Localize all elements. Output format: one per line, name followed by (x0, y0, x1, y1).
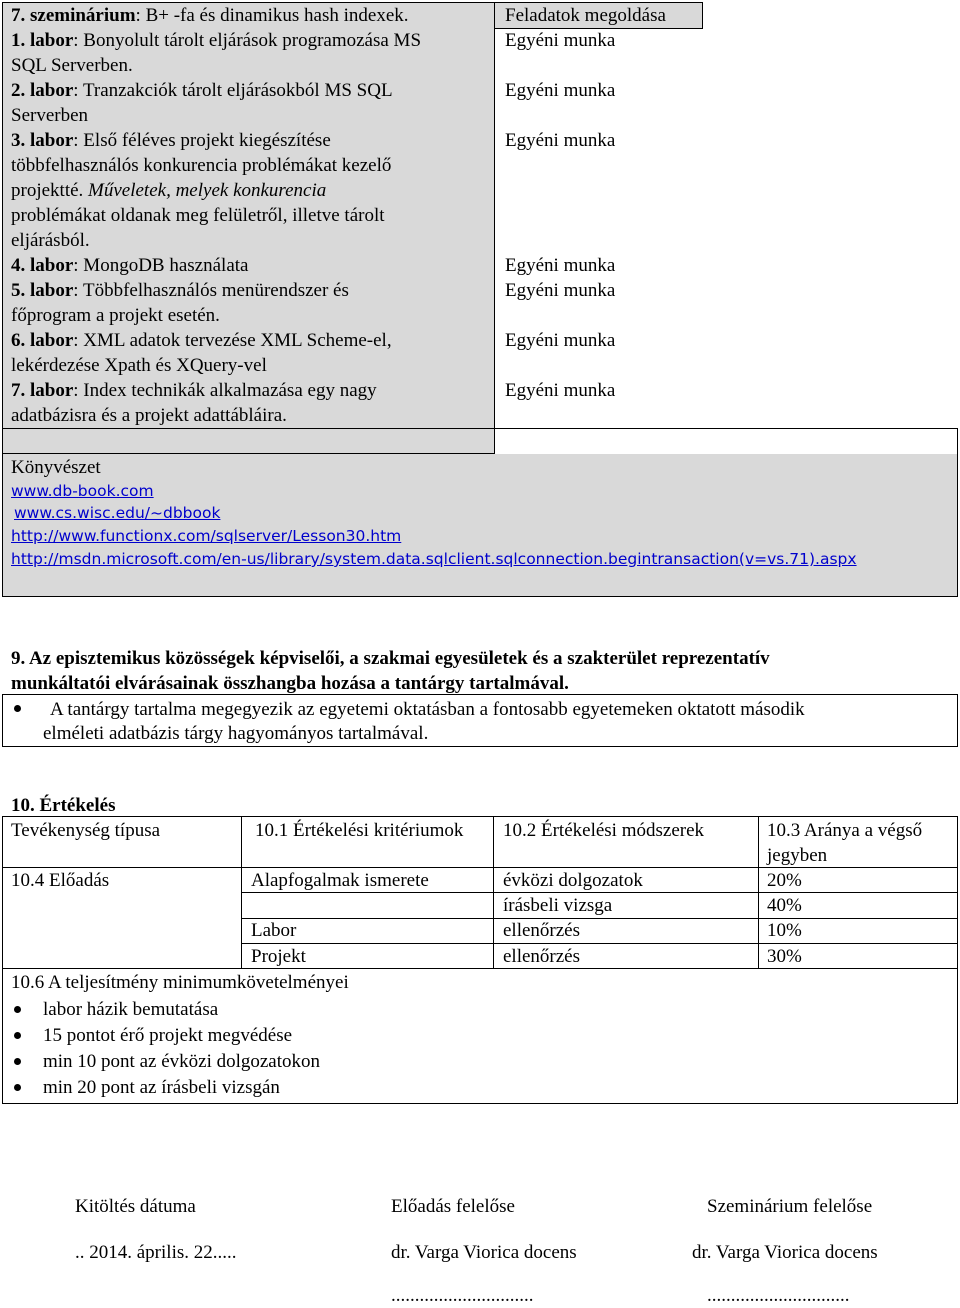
header-share-line1: 10.3 Aránya a végső (767, 820, 923, 841)
header-share-line2: jegyben (767, 845, 828, 866)
section9-bullet-line2: elméleti adatbázis tárgy hagyományos tartalmával. (43, 723, 429, 744)
row4-method: ellenőrzés (503, 946, 581, 967)
min-req-item: 15 pontot érő projekt megvédése (43, 1025, 293, 1046)
header-activity: Tevékenység típusa (11, 820, 161, 841)
lab6-line2: lekérdezése Xpath és XQuery-vel (11, 355, 267, 376)
bibliography-link-4[interactable]: http://msdn.microsoft.com/en-us/library/system.data.sqlclient.sqlconnection.begintransaction(v=vs.71).aspx (11, 550, 857, 568)
lab3-line1: 3. labor: Első féléves projekt kiegészítése (11, 130, 331, 151)
lab4-mode: Egyéni munka (505, 255, 616, 276)
date-label: Kitöltés dátuma (75, 1196, 196, 1217)
row4-criteria: Projekt (251, 946, 306, 967)
lab1-mode: Egyéni munka (505, 30, 616, 51)
date-value: .. 2014. április. 22..... (75, 1242, 237, 1263)
section9-bullet-line1: A tantárgy tartalma megegyezik az egyetemi oktatásban a fontosabb egyetemeken oktatott második (50, 699, 805, 720)
seminar-responsible-name: dr. Varga Viorica docens (692, 1242, 878, 1263)
bibliography-link-3[interactable]: http://www.functionx.com/sqlserver/Lesson30.htm (11, 527, 402, 545)
section10-heading: 10. Értékelés (11, 795, 116, 816)
bibliography-link-2[interactable]: www.cs.wisc.edu/~dbbook (14, 504, 221, 522)
lab2-line2: Serverben (11, 105, 89, 126)
signature-dots-lecture: .............................. (391, 1285, 534, 1306)
lecture-responsible-name: dr. Varga Viorica docens (391, 1242, 577, 1263)
bullet-icon (14, 705, 21, 712)
min-req-title: 10.6 A teljesítmény minimumkövetelményei (11, 972, 349, 993)
min-req-item: min 10 pont az évközi dolgozatokon (43, 1051, 321, 1072)
section9-heading-line2: munkáltatói elvárásainak összhangba hozása a tantárgy tartalmával. (11, 673, 569, 694)
lab4-line1: 4. labor: MongoDB használata (11, 255, 249, 276)
row1-share: 20% (767, 870, 802, 891)
bibliography-link-1[interactable]: www.db-book.com (11, 482, 154, 500)
lab6-mode: Egyéni munka (505, 330, 616, 351)
header-criteria: 10.1 Értékelési kritériumok (255, 820, 464, 841)
lab3-line4: problémákat oldanak meg felületről, illetve tárolt (11, 205, 385, 226)
row1-method: évközi dolgozatok (503, 870, 643, 891)
bullet-icon (14, 1084, 21, 1091)
header-methods: 10.2 Értékelési módszerek (503, 820, 705, 841)
row3-criteria: Labor (251, 920, 297, 941)
row3-share: 10% (767, 920, 802, 941)
row1-criteria: Alapfogalmak ismerete (251, 870, 429, 891)
lab2-line1: 2. labor: Tranzakciók tárolt eljárásokból MS SQL (11, 80, 393, 101)
row3-method: ellenőrzés (503, 920, 581, 941)
labs-empty-row (3, 429, 494, 453)
seminar7-title: 7. szeminárium: B+ -fa és dinamikus hash indexek. (11, 5, 409, 26)
section9-heading-line1: 9. Az episztemikus közösségek képviselői, a szakmai egyesületek és a szakterület reprezentatív (11, 648, 770, 669)
row4-share: 30% (767, 946, 802, 967)
lab7-mode: Egyéni munka (505, 380, 616, 401)
min-req-item: labor házik bemutatása (43, 999, 219, 1020)
lab7-line1: 7. labor: Index technikák alkalmazása egy nagy (11, 380, 377, 401)
row2-method: írásbeli vizsga (503, 895, 613, 916)
min-req-item: min 20 pont az írásbeli vizsgán (43, 1077, 280, 1098)
lab5-line2: főprogram a projekt esetén. (11, 305, 220, 326)
lab1-line1: 1. labor: Bonyolult tárolt eljárások programozása MS (11, 30, 422, 51)
lab2-mode: Egyéni munka (505, 80, 616, 101)
lab1-line2: SQL Serverben. (11, 55, 133, 76)
lab3-line2: többfelhasználós konkurencia problémákat kezelő (11, 155, 392, 176)
lab3-line3: projektté. Műveletek, melyek konkurencia (11, 180, 327, 201)
row2-share: 40% (767, 895, 802, 916)
bullet-icon (14, 1058, 21, 1065)
lab5-line1: 5. labor: Többfelhasználós menürendszer és (11, 280, 349, 301)
bullet-icon (14, 1032, 21, 1039)
bibliography-title: Könyvészet (11, 457, 101, 478)
lecture-label: 10.4 Előadás (11, 870, 110, 891)
seminar7-mode: Feladatok megoldása (505, 5, 666, 26)
signature-dots-seminar: .............................. (707, 1285, 850, 1306)
lab3-line5: eljárásból. (11, 230, 90, 251)
lab5-mode: Egyéni munka (505, 280, 616, 301)
seminar-responsible-label: Szeminárium felelőse (707, 1196, 873, 1217)
lab3-mode: Egyéni munka (505, 130, 616, 151)
lab6-line1: 6. labor: XML adatok tervezése XML Scheme-el, (11, 330, 392, 351)
lecture-responsible-label: Előadás felelőse (391, 1196, 515, 1217)
bullet-icon (14, 1006, 21, 1013)
lab7-line2: adatbázisra és a projekt adattábláira. (11, 405, 287, 426)
